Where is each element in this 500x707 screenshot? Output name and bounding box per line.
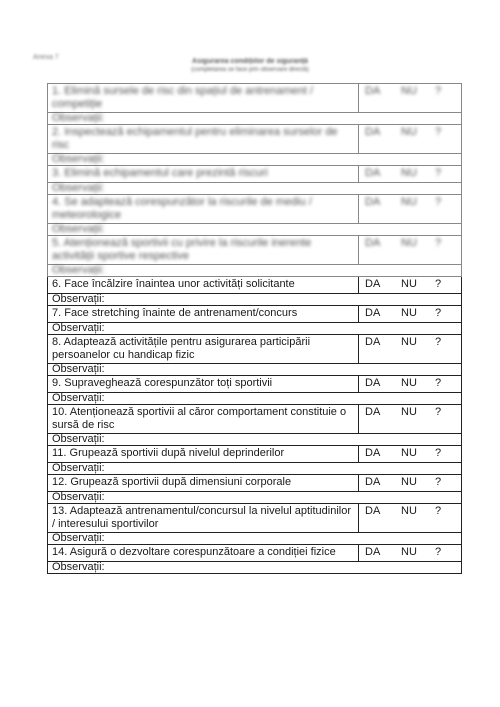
answer-options[interactable] xyxy=(359,236,462,265)
checklist-item-row xyxy=(48,376,462,393)
observations-field[interactable]: Observații: xyxy=(48,463,462,475)
observations-row xyxy=(48,364,462,376)
observations-row xyxy=(48,562,462,574)
answer-no-option[interactable]: NU xyxy=(401,196,417,208)
answer-no-option[interactable]: NU xyxy=(401,307,417,319)
annex-label: Anexa 7 xyxy=(33,54,59,61)
form-subtitle: (completarea se face prin observare directă) xyxy=(191,67,309,73)
observations-row xyxy=(48,294,462,306)
answer-options[interactable] xyxy=(359,376,462,393)
answer-no-option[interactable]: NU xyxy=(401,377,417,389)
answer-options[interactable] xyxy=(359,84,462,113)
answer-yes-option[interactable]: DA xyxy=(365,546,381,558)
observations-field[interactable]: Observații: xyxy=(48,154,462,166)
observations-row xyxy=(48,492,462,504)
answer-options[interactable] xyxy=(359,545,462,562)
checklist-item-row xyxy=(48,446,462,463)
question-text: 9. Supraveghează corespunzător toți sportivii xyxy=(48,376,359,393)
observations-row xyxy=(48,113,462,125)
answer-unsure-option[interactable]: ? xyxy=(435,336,442,348)
observations-field[interactable]: Observații: xyxy=(48,364,462,376)
answer-yes-option[interactable]: DA xyxy=(365,307,381,319)
answer-no-option[interactable]: NU xyxy=(401,406,417,418)
answer-unsure-option[interactable]: ? xyxy=(435,85,442,97)
answer-unsure-option[interactable]: ? xyxy=(435,307,442,319)
answer-no-option[interactable]: NU xyxy=(401,167,417,179)
question-text: 2. Inspectează echipamentul pentru eliminarea surselor de risc xyxy=(48,125,359,154)
answer-unsure-option[interactable]: ? xyxy=(435,377,442,389)
observations-row xyxy=(48,265,462,277)
form-title: Asigurarea condițiilor de siguranță xyxy=(192,58,308,65)
checklist-item-row xyxy=(48,277,462,294)
answer-yes-option[interactable]: DA xyxy=(365,126,381,138)
observations-field[interactable]: Observații: xyxy=(48,393,462,405)
answer-yes-option[interactable]: DA xyxy=(365,196,381,208)
answer-options[interactable] xyxy=(359,277,462,294)
answer-yes-option[interactable]: DA xyxy=(365,336,381,348)
question-text: 1. Elimină sursele de risc din spațiul de antrenament / competiție xyxy=(48,84,359,113)
question-text: 3. Elimină echipamentul care prezintă riscuri xyxy=(48,166,359,183)
observations-field[interactable]: Observații: xyxy=(48,323,462,335)
observations-row xyxy=(48,533,462,545)
form-heading xyxy=(0,58,500,73)
question-text: 14. Asigură o dezvoltare corespunzătoare a condiției fizice xyxy=(48,545,359,562)
answer-yes-option[interactable]: DA xyxy=(365,505,381,517)
answer-unsure-option[interactable]: ? xyxy=(435,447,442,459)
observations-field[interactable]: Observații: xyxy=(48,224,462,236)
checklist-item-row xyxy=(48,405,462,434)
answer-options[interactable] xyxy=(359,335,462,364)
answer-no-option[interactable]: NU xyxy=(401,505,417,517)
checklist-item-row xyxy=(48,545,462,562)
answer-yes-option[interactable]: DA xyxy=(365,377,381,389)
question-text: 5. Atenționează sportivii cu privire la riscurile inerente activității sportive respective xyxy=(48,236,359,265)
observations-row xyxy=(48,154,462,166)
observations-field[interactable]: Observații: xyxy=(48,492,462,504)
answer-options[interactable] xyxy=(359,504,462,533)
question-text: 12. Grupează sportivii după dimensiuni corporale xyxy=(48,475,359,492)
question-text: 10. Atenționează sportivii al căror comportament constituie o sursă de risc xyxy=(48,405,359,434)
answer-options[interactable] xyxy=(359,306,462,323)
answer-unsure-option[interactable]: ? xyxy=(435,196,442,208)
question-text: 4. Se adaptează corespunzător la riscurile de mediu / meteorologice xyxy=(48,195,359,224)
observations-row xyxy=(48,323,462,335)
answer-unsure-option[interactable]: ? xyxy=(435,406,442,418)
answer-no-option[interactable]: NU xyxy=(401,278,417,290)
question-text: 13. Adaptează antrenamentul/concursul la nivelul aptitudinilor / interesului sportivilor xyxy=(48,504,359,533)
answer-no-option[interactable]: NU xyxy=(401,447,417,459)
answer-unsure-option[interactable]: ? xyxy=(435,505,442,517)
answer-unsure-option[interactable]: ? xyxy=(435,237,442,249)
answer-yes-option[interactable]: DA xyxy=(365,85,381,97)
answer-yes-option[interactable]: DA xyxy=(365,476,381,488)
answer-options[interactable] xyxy=(359,475,462,492)
answer-options[interactable] xyxy=(359,125,462,154)
question-text: 7. Face stretching înainte de antrenament/concurs xyxy=(48,306,359,323)
answer-unsure-option[interactable]: ? xyxy=(435,278,442,290)
checklist-item-row xyxy=(48,475,462,492)
checklist-item-row xyxy=(48,125,462,154)
answer-options[interactable] xyxy=(359,405,462,434)
observations-row xyxy=(48,393,462,405)
answer-no-option[interactable]: NU xyxy=(401,85,417,97)
question-text: 11. Grupează sportivii după nivelul deprinderilor xyxy=(48,446,359,463)
answer-options[interactable] xyxy=(359,166,462,183)
observations-field[interactable]: Observații: xyxy=(48,434,462,446)
checklist-item-row xyxy=(48,335,462,364)
checklist-item-row xyxy=(48,236,462,265)
answer-unsure-option[interactable]: ? xyxy=(435,167,442,179)
observations-row xyxy=(48,224,462,236)
checklist-item-row xyxy=(48,195,462,224)
observations-field[interactable]: Observații: xyxy=(48,533,462,545)
answer-no-option[interactable]: NU xyxy=(401,476,417,488)
observations-row xyxy=(48,463,462,475)
answer-yes-option[interactable]: DA xyxy=(365,406,381,418)
observations-field[interactable]: Observații: xyxy=(48,265,462,277)
answer-options[interactable] xyxy=(359,195,462,224)
observations-field[interactable]: Observații: xyxy=(48,294,462,306)
checklist-item-row xyxy=(48,504,462,533)
answer-yes-option[interactable]: DA xyxy=(365,447,381,459)
answer-no-option[interactable]: NU xyxy=(401,237,417,249)
answer-no-option[interactable]: NU xyxy=(401,126,417,138)
observations-field[interactable]: Observații: xyxy=(48,183,462,195)
answer-yes-option[interactable]: DA xyxy=(365,237,381,249)
answer-options[interactable] xyxy=(359,446,462,463)
safety-checklist-table xyxy=(47,83,462,574)
checklist-item-row xyxy=(48,306,462,323)
answer-no-option[interactable]: NU xyxy=(401,546,417,558)
observations-field[interactable]: Observații: xyxy=(48,113,462,125)
question-text: 6. Face încălzire înaintea unor activități solicitante xyxy=(48,277,359,294)
answer-unsure-option[interactable]: ? xyxy=(435,476,442,488)
answer-yes-option[interactable]: DA xyxy=(365,167,381,179)
answer-yes-option[interactable]: DA xyxy=(365,278,381,290)
answer-unsure-option[interactable]: ? xyxy=(435,546,442,558)
observations-row xyxy=(48,434,462,446)
answer-unsure-option[interactable]: ? xyxy=(435,126,442,138)
checklist-item-row xyxy=(48,166,462,183)
question-text: 8. Adaptează activitățile pentru asigurarea participării persoanelor cu handicap fizic xyxy=(48,335,359,364)
observations-row xyxy=(48,183,462,195)
observations-field[interactable]: Observații: xyxy=(48,562,462,574)
answer-no-option[interactable]: NU xyxy=(401,336,417,348)
checklist-item-row xyxy=(48,84,462,113)
